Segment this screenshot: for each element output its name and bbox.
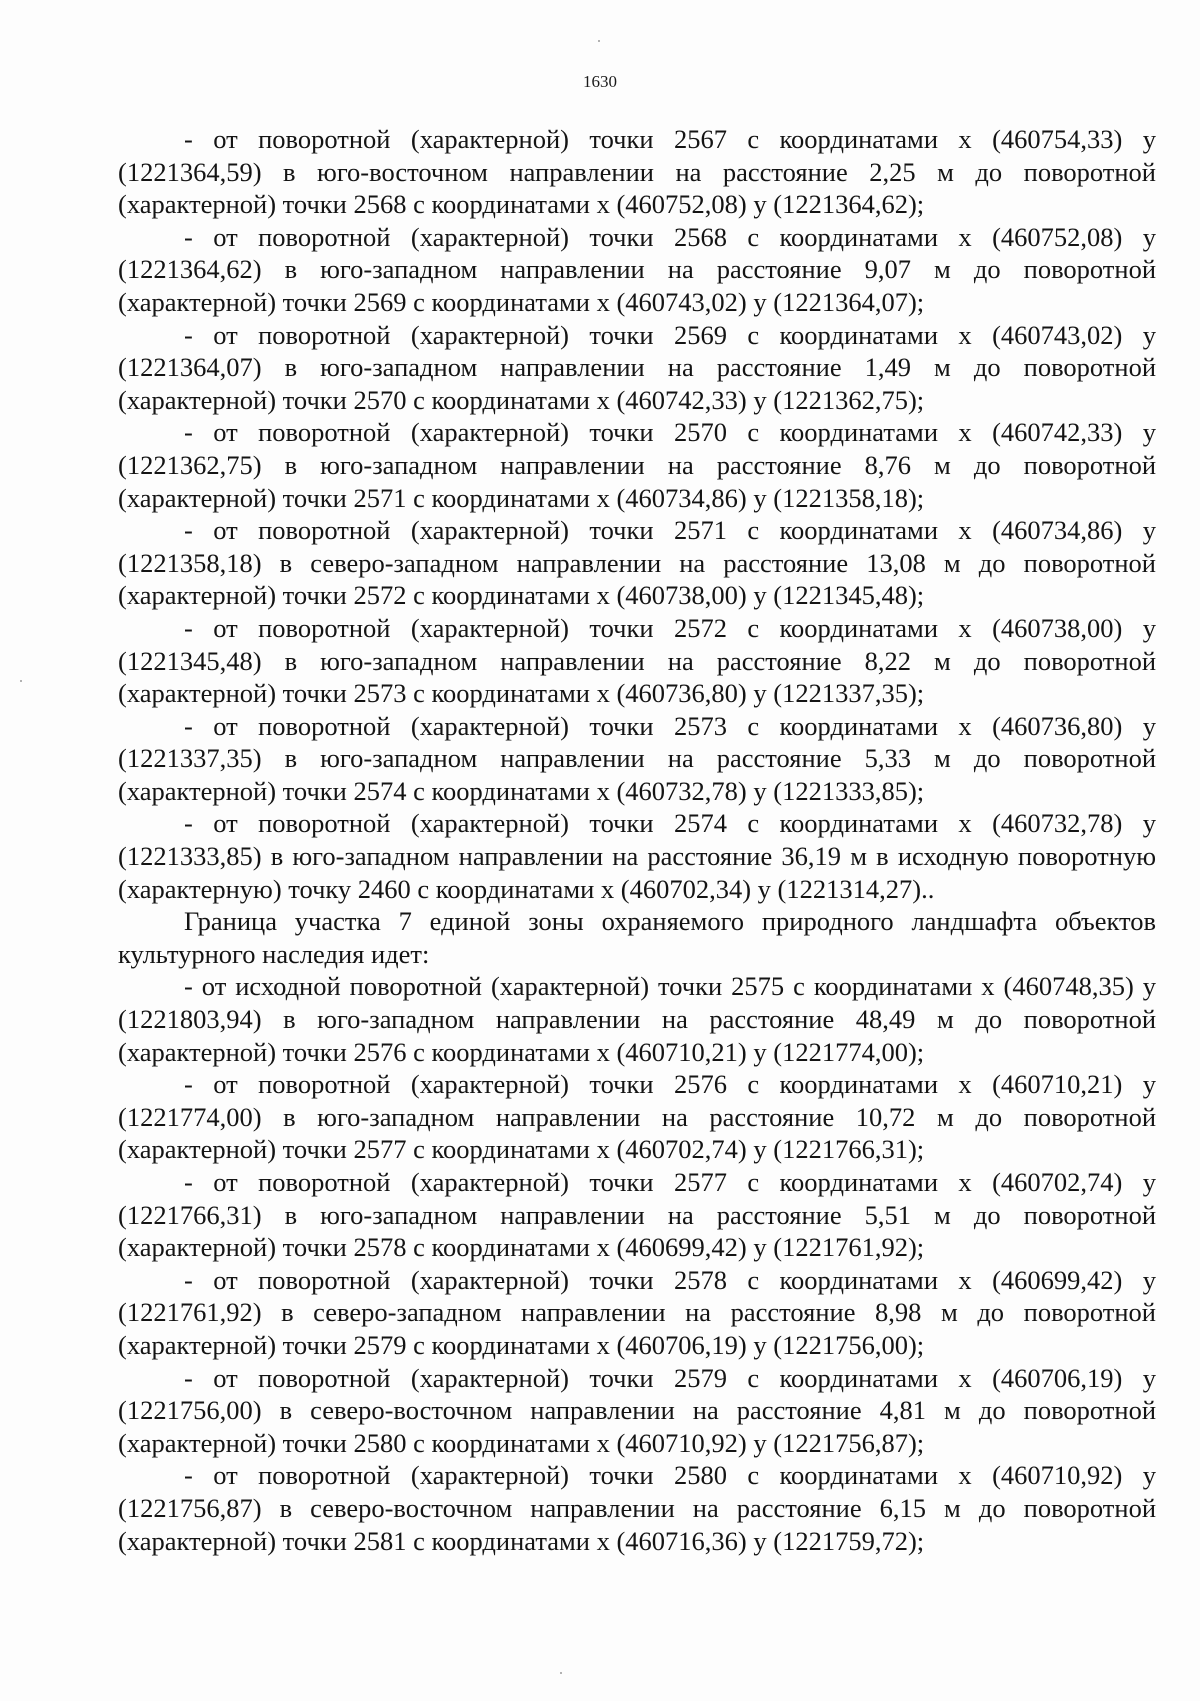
scan-speck [20, 680, 22, 682]
paragraph: - от поворотной (характерной) точки 2569 с координатами x (460743,02) y (1221364,07) в юго-западном направлении на расстояние 1,49 м до поворотной (характерной) точки 2570 с координатами x (460742,33) y (1221362,75); [118, 319, 1156, 415]
paragraph: - от поворотной (характерной) точки 2580 с координатами x (460710,92) y (1221756,87) в северо-восточном направлении на расстояние 6,15 м до поворотной (характерной) точки 2581 с координатами x (460716,36) y (1221759,72); [118, 1460, 1156, 1556]
paragraph: - от поворотной (характерной) точки 2567 с координатами x (460754,33) y (1221364,59) в юго-восточном направлении на расстояние 2,25 м до поворотной (характерной) точки 2568 с координатами x (460752,08) y (1221364,62); [118, 124, 1156, 220]
paragraph: - от поворотной (характерной) точки 2576 с координатами x (460710,21) y (1221774,00) в юго-западном направлении на расстояние 10,72 м до поворотной (характерной) точки 2577 с координатами x (460702,74) y (1221766,31); [118, 1069, 1156, 1165]
paragraph: - от поворотной (характерной) точки 2571 с координатами x (460734,86) y (1221358,18) в северо-западном направлении на расстояние 13,08 м до поворотной (характерной) точки 2572 с координатами x (460738,00) y (1221345,48); [118, 515, 1156, 611]
paragraph: - от поворотной (характерной) точки 2574 с координатами x (460732,78) y (1221333,85) в юго-западном направлении на расстояние 36,19 м в исходную поворотную (характерную) точку 2460 с координатами x (460702,34) y (1221314,27).. [118, 808, 1156, 904]
section-heading-paragraph: Граница участка 7 единой зоны охраняемого природного ландшафта объектов культурного наследия идет: [118, 906, 1156, 969]
scan-speck [598, 40, 600, 42]
paragraph: - от поворотной (характерной) точки 2568 с координатами x (460752,08) y (1221364,62) в юго-западном направлении на расстояние 9,07 м до поворотной (характерной) точки 2569 с координатами x (460743,02) y (1221364,07); [118, 221, 1156, 317]
paragraph: - от поворотной (характерной) точки 2572 с координатами x (460738,00) y (1221345,48) в юго-западном направлении на расстояние 8,22 м до поворотной (характерной) точки 2573 с координатами x (460736,80) y (1221337,35); [118, 612, 1156, 709]
paragraph: - от поворотной (характерной) точки 2579 с координатами x (460706,19) y (1221756,00) в северо-восточном направлении на расстояние 4,81 м до поворотной (характерной) точки 2580 с координатами x (460710,92) y (1221756,87); [118, 1362, 1156, 1458]
paragraph: - от исходной поворотной (характерной) точки 2575 с координатами x (460748,35) y (1221803,94) в юго-западном направлении на расстояние 48,49 м до поворотной (характерной) точки 2576 с координатами x (460710,21) y (1221774,00); [118, 971, 1156, 1067]
document-body [118, 123, 1156, 1557]
paragraph: - от поворотной (характерной) точки 2573 с координатами x (460736,80) y (1221337,35) в юго-западном направлении на расстояние 5,33 м до поворотной (характерной) точки 2574 с координатами x (460732,78) y (1221333,85); [118, 710, 1156, 806]
paragraph: - от поворотной (характерной) точки 2570 с координатами x (460742,33) y (1221362,75) в юго-западном направлении на расстояние 8,76 м до поворотной (характерной) точки 2571 с координатами x (460734,86) y (1221358,18); [118, 417, 1156, 513]
paragraph: - от поворотной (характерной) точки 2577 с координатами x (460702,74) y (1221766,31) в юго-западном направлении на расстояние 5,51 м до поворотной (характерной) точки 2578 с координатами x (460699,42) y (1221761,92); [118, 1167, 1156, 1263]
paragraph: - от поворотной (характерной) точки 2578 с координатами x (460699,42) y (1221761,92) в северо-западном направлении на расстояние 8,98 м до поворотной (характерной) точки 2579 с координатами x (460706,19) y (1221756,00); [118, 1264, 1156, 1360]
scan-speck [560, 1672, 562, 1674]
page-number: 1630 [583, 72, 617, 91]
